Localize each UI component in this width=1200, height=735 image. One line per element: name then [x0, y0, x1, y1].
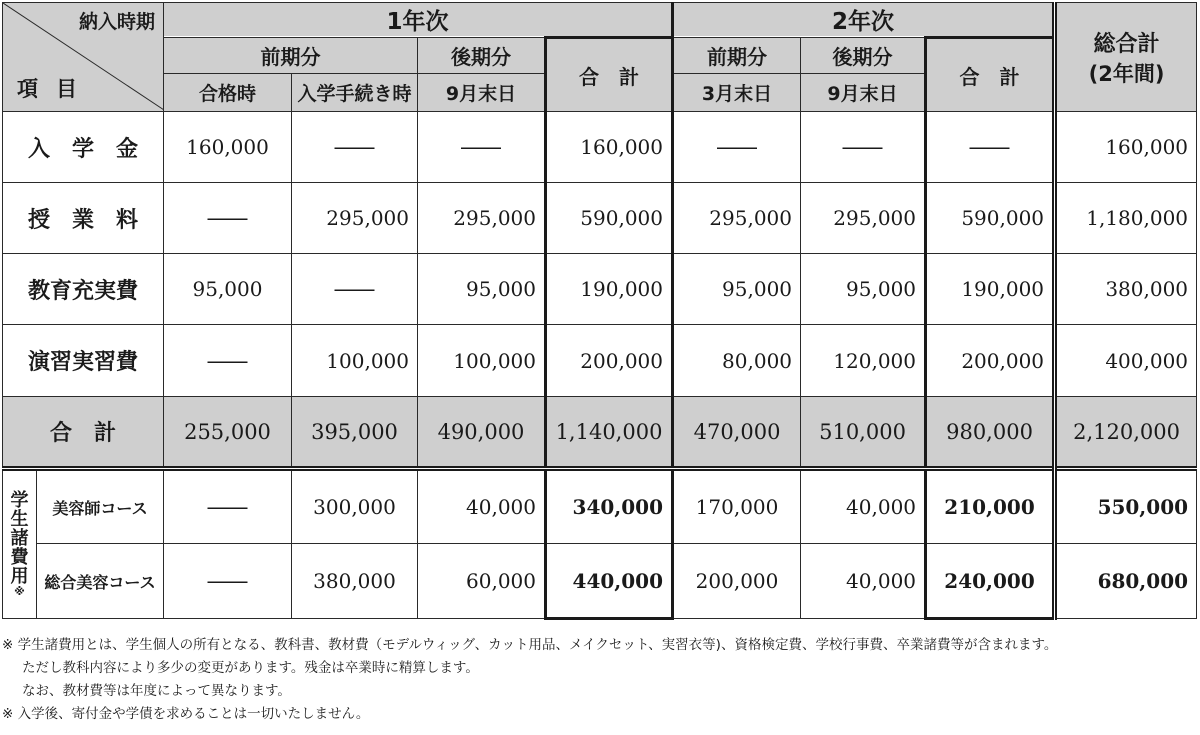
course-label: 総合美容コース — [37, 544, 164, 619]
row-label: 授 業 料 — [3, 183, 164, 254]
cell: 160,000 — [1055, 112, 1197, 183]
header-item: 項目 — [17, 77, 95, 101]
note-mark: ※ — [14, 585, 25, 598]
cell: 590,000 — [926, 183, 1055, 254]
cell: 200,000 — [926, 325, 1055, 397]
cell: ―― — [164, 325, 292, 397]
cell: 60,000 — [418, 544, 546, 619]
cell: 590,000 — [546, 183, 673, 254]
header-year1: 1年次 — [164, 3, 673, 38]
header-enroll-time: 入学手続き時 — [292, 74, 418, 112]
cell: 80,000 — [673, 325, 801, 397]
cell: 95,000 — [164, 254, 292, 325]
table-row — [3, 183, 1197, 254]
cell: 295,000 — [292, 183, 418, 254]
header-grand-total-title: 総合計 — [1093, 31, 1160, 57]
cell: 210,000 — [926, 469, 1055, 544]
cell: 395,000 — [292, 397, 418, 469]
header-y1-first-half: 前期分 — [164, 38, 418, 74]
vertical-char: 学 — [10, 490, 29, 511]
cell: 300,000 — [292, 469, 418, 544]
footnote: ただし教科内容により多少の変更があります。残金は卒業時に精算します。 — [22, 660, 479, 676]
cell: 100,000 — [418, 325, 546, 397]
cell: 95,000 — [801, 254, 926, 325]
header-y1-subtotal: 合 計 — [546, 38, 673, 112]
vertical-char: 用 — [10, 566, 29, 587]
cell: 40,000 — [418, 469, 546, 544]
cell: 40,000 — [801, 469, 926, 544]
vertical-char: 生 — [10, 509, 29, 530]
header-y2-second-half: 後期分 — [801, 38, 926, 74]
table-row — [3, 325, 1197, 397]
total-label: 合 計 — [3, 397, 164, 469]
cell: 2,120,000 — [1055, 397, 1197, 469]
row-label: 教育充実費 — [3, 254, 164, 325]
cell: 95,000 — [673, 254, 801, 325]
cell: 295,000 — [801, 183, 926, 254]
cell: 190,000 — [546, 254, 673, 325]
header-y2-sep-end: 9月末日 — [801, 74, 926, 112]
cell: 440,000 — [546, 544, 673, 619]
student-fees-label — [3, 469, 37, 619]
course-label: 美容師コース — [37, 469, 164, 544]
header-y1-second-half: 後期分 — [418, 38, 546, 74]
header-year2: 2年次 — [673, 3, 1055, 38]
header-corner-cell — [3, 3, 164, 112]
cell: 380,000 — [292, 544, 418, 619]
header-mar-end: 3月末日 — [673, 74, 801, 112]
cell: 295,000 — [418, 183, 546, 254]
cell: 1,180,000 — [1055, 183, 1197, 254]
header-pass-time: 合格時 — [164, 74, 292, 112]
cell: 40,000 — [801, 544, 926, 619]
fee-table — [2, 2, 1197, 620]
cell: 340,000 — [546, 469, 673, 544]
cell: ―― — [926, 112, 1055, 183]
cell: 120,000 — [801, 325, 926, 397]
cell: ―― — [418, 112, 546, 183]
cell: 380,000 — [1055, 254, 1197, 325]
vertical-char: 諸 — [10, 528, 29, 549]
cell: ―― — [673, 112, 801, 183]
cell: ―― — [292, 112, 418, 183]
cell: 190,000 — [926, 254, 1055, 325]
cell: ―― — [164, 469, 292, 544]
header-grand-total — [1055, 3, 1197, 112]
row-label: 演習実習費 — [3, 325, 164, 397]
cell: 240,000 — [926, 544, 1055, 619]
cell: 550,000 — [1055, 469, 1197, 544]
cell: 95,000 — [418, 254, 546, 325]
cell: ―― — [292, 254, 418, 325]
table-row — [3, 254, 1197, 325]
cell: 1,140,000 — [546, 397, 673, 469]
cell: ―― — [164, 183, 292, 254]
vertical-char: 費 — [10, 547, 29, 568]
footnotes — [2, 634, 1198, 726]
cell: 255,000 — [164, 397, 292, 469]
cell: 160,000 — [546, 112, 673, 183]
row-label: 入 学 金 — [3, 112, 164, 183]
cell: 510,000 — [801, 397, 926, 469]
cell: 170,000 — [673, 469, 801, 544]
cell: 980,000 — [926, 397, 1055, 469]
cell: 400,000 — [1055, 325, 1197, 397]
table-row — [3, 544, 1197, 619]
cell: 295,000 — [673, 183, 801, 254]
cell: ―― — [801, 112, 926, 183]
cell: 490,000 — [418, 397, 546, 469]
cell: 100,000 — [292, 325, 418, 397]
table-row — [3, 469, 1197, 544]
cell: 680,000 — [1055, 544, 1197, 619]
total-row — [3, 397, 1197, 469]
table-row — [3, 112, 1197, 183]
cell: ―― — [164, 544, 292, 619]
header-y2-first-half: 前期分 — [673, 38, 801, 74]
header-y1-sep-end: 9月末日 — [418, 74, 546, 112]
cell: 160,000 — [164, 112, 292, 183]
cell: 200,000 — [546, 325, 673, 397]
header-y2-subtotal: 合 計 — [926, 38, 1055, 112]
cell: 470,000 — [673, 397, 801, 469]
header-grand-total-sub: (2年間) — [1088, 61, 1165, 86]
footnote: なお、教材費等は年度によって異なります。 — [22, 683, 291, 699]
header-delivery-period: 納入時期 — [78, 11, 155, 33]
footnote: ※ 学生諸費用とは、学生個人の所有となる、教科書、教材費（モデルウィッグ、カット用品、メイクセット、実習衣等)、資格検定費、学校行事費、卒業諸費等が含まれます。 — [2, 637, 1058, 653]
footnote: ※ 入学後、寄付金や学債を求めることは一切いたしません。 — [2, 706, 370, 722]
cell: 200,000 — [673, 544, 801, 619]
